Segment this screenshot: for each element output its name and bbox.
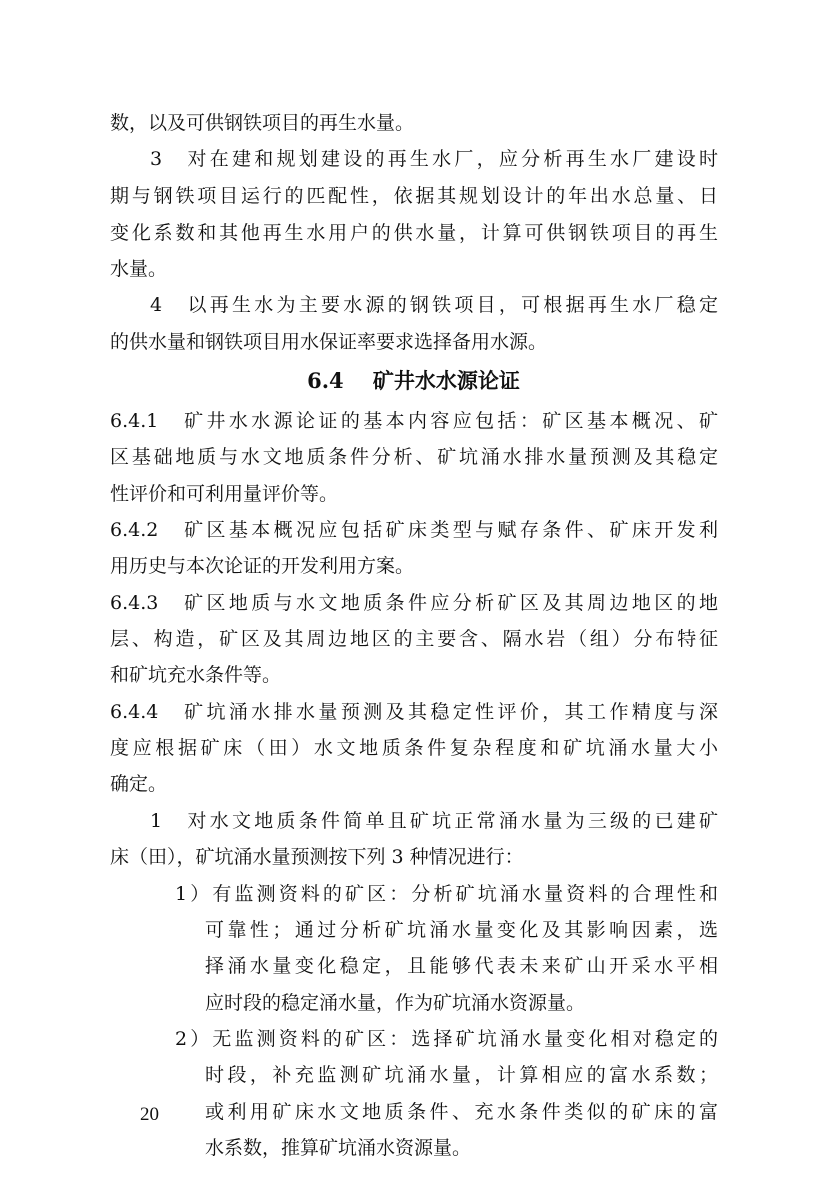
text-line: 的供水量和钢铁项目用水保证率要求选择备用水源。 [110,331,548,353]
subitem-line: 应时段的稳定涌水量，作为矿坑涌水资源量。 [205,992,586,1014]
text-line: 变化系数和其他再生水用户的供水量，计算可供钢铁项目的再生 [110,222,718,244]
clause-line: 和矿坑充水条件等。 [110,664,282,686]
clause-line: 6.4.4 矿坑涌水排水量预测及其稳定性评价，其工作精度与深 [110,701,718,723]
subitem-line: 水系数，推算矿坑涌水资源量。 [205,1137,472,1159]
clause-line: 6.4.2 矿区基本概况应包括矿床类型与赋存条件、矿床开发利 [110,519,718,541]
section-heading [0,366,827,396]
subitem-line: 或利用矿床水文地质条件、充水条件类似的矿床的富 [205,1101,718,1123]
clause-line: 6.4.1 矿井水水源论证的基本内容应包括：矿区基本概况、矿 [110,410,718,432]
clause-line: 层、构造，矿区及其周边地区的主要含、隔水岩（组）分布特征 [110,628,718,650]
text-line: 水量。 [110,258,168,280]
text-line: 3 对在建和规划建设的再生水厂，应分析再生水厂建设时 [150,148,718,170]
subitem-line: 时段，补充监测矿坑涌水量，计算相应的富水系数； [205,1064,718,1086]
clause-line: 1 对水文地质条件简单且矿坑正常涌水量为三级的已建矿 [150,810,718,832]
page-number: 20 [140,1104,159,1125]
clause-line: 确定。 [110,773,168,795]
text-line: 期与钢铁项目运行的匹配性，依据其规划设计的年出水总量、日 [110,185,718,207]
section-title: 矿井水水源论证 [372,368,520,393]
subitem-line: 1）有监测资料的矿区：分析矿坑涌水量资料的合理性和 [175,883,718,905]
clause-line: 区基础地质与水文地质条件分析、矿坑涌水排水量预测及其稳定 [110,446,718,468]
subitem-line: 可靠性；通过分析矿坑涌水量变化及其影响因素，选 [205,919,718,941]
text-line: 4 以再生水为主要水源的钢铁项目，可根据再生水厂稳定 [150,294,718,316]
subitem-line: 择涌水量变化稳定，且能够代表未来矿山开采水平相 [205,955,718,977]
clause-line: 度应根据矿床（田）水文地质条件复杂程度和矿坑涌水量大小 [110,737,718,759]
text-line: 数，以及可供钢铁项目的再生水量。 [110,112,415,134]
section-number: 6.4 [307,368,344,393]
clause-line: 床（田），矿坑涌水量预测按下列 3 种情况进行： [110,846,524,868]
clause-line: 用历史与本次论证的开发利用方案。 [110,555,415,577]
clause-line: 性评价和可利用量评价等。 [110,483,339,505]
clause-line: 6.4.3 矿区地质与水文地质条件应分析矿区及其周边地区的地 [110,592,718,614]
subitem-line: 2）无监测资料的矿区：选择矿坑涌水量变化相对稳定的 [175,1028,718,1050]
